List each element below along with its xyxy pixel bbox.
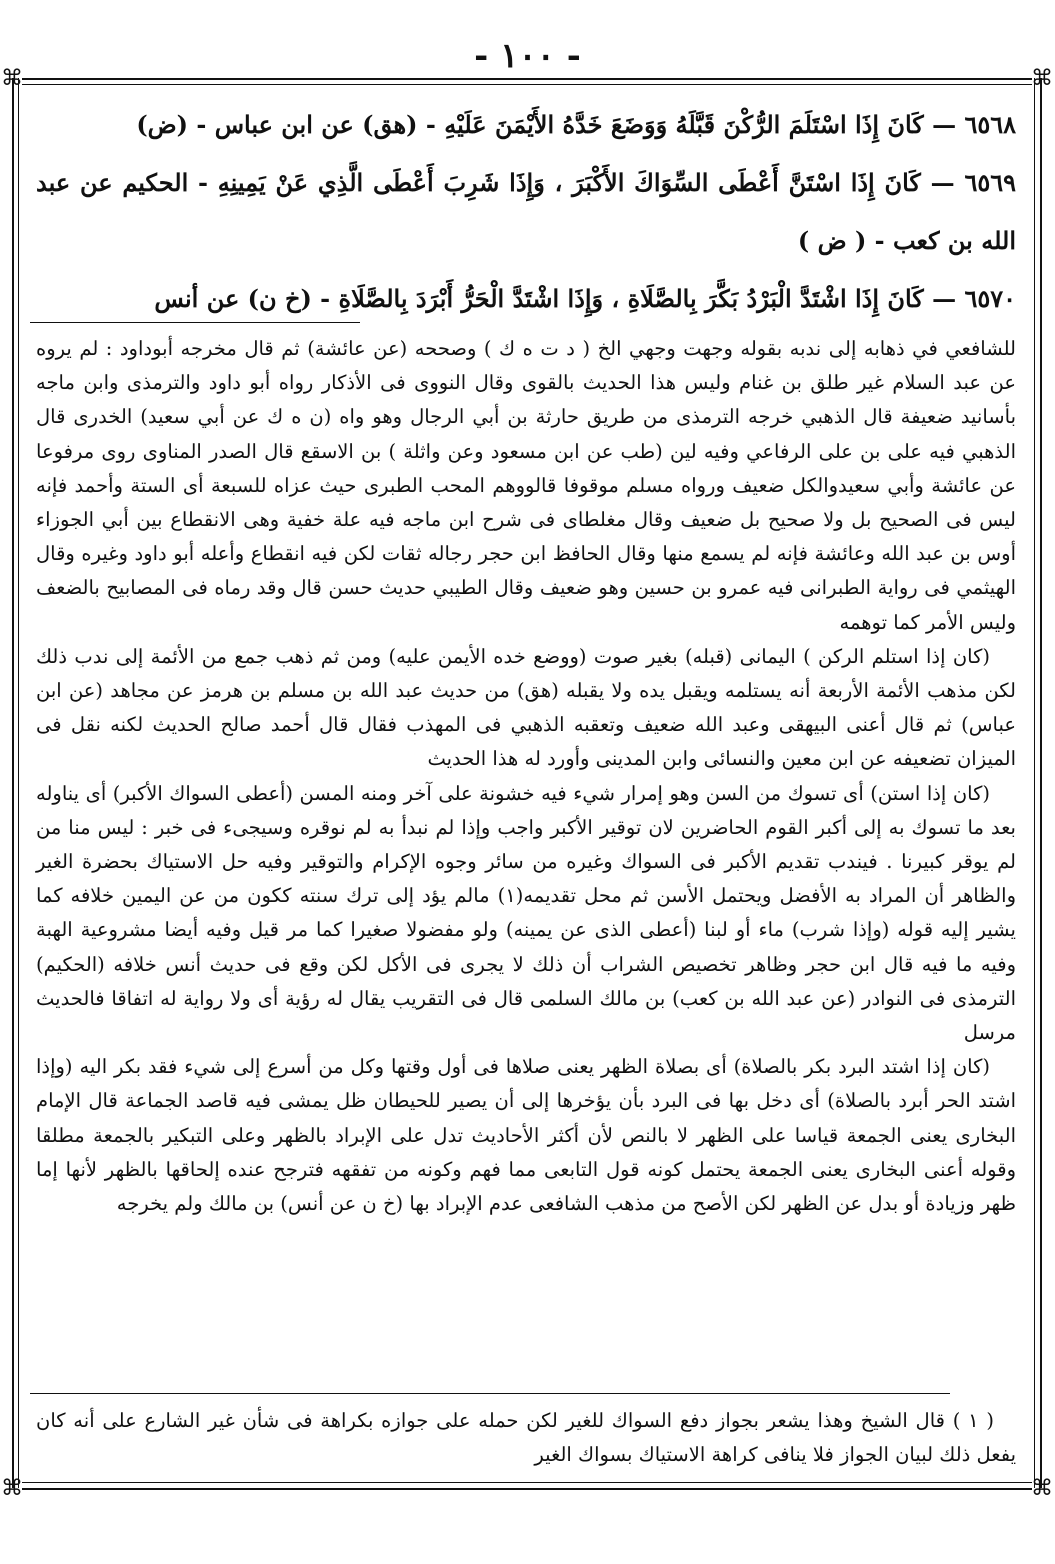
frame-top-line — [22, 78, 1032, 80]
commentary-paragraph: (كان إذا استلم الركن ) اليمانى (قبله) بغير صوت (ووضع خده الأيمن عليه) ومن ثم ذهب جمع من الأئمة إلى ندب ذلك لكن مذهب الأئمة الأربعة أنه يستلمه ويقبل يده ولا يقبله (هق) من حديث عبد الله بن مسلم بن هرمز عن مجاهد (عن ابن عباس) ثم قال أعنى البيهقى وعبد الله ضعيف وتعقبه الذهبي فى المهذب فقال قال أحمد صالح الحديث لكنه نقل فى الميزان تضعيفه عن ابن معين والنسائى وابن المدينى وأورد له هذا الحديث — [36, 644, 1016, 771]
hadith-block — [36, 96, 1016, 328]
page-number: - ١٠٠ - — [474, 36, 581, 76]
separator-line — [30, 322, 360, 323]
corner-ornament-icon: ⌘ — [1031, 1476, 1053, 1501]
footnote-separator — [30, 1393, 950, 1394]
commentary-block — [36, 332, 1016, 1221]
frame-right-line — [1040, 78, 1042, 1488]
hadith-6570: ٦٥٧٠ — كَانَ إِذَا اشْتَدَّ الْبَرْدُ بَكَّرَ بِالصَّلَاةِ ، وَإِذَا اشْتَدَّ الْحَرُّ أَبْرَدَ بِالصَّلَاةِ - (خ ن) عن أنس — [154, 284, 1016, 313]
frame-left-line — [12, 78, 14, 1488]
hadith-6569: ٦٥٦٩ — كَانَ إِذَا اسْتَنَّ أَعْطَى السِّوَاكَ الأَكْبَرَ ، وَإِذَا شَرِبَ أَعْطَى الَّذِي عَنْ يَمِينِهِ - الحكيم عن عبد الله بن كعب - ( ض ) — [36, 168, 1016, 255]
hadith-6568: ٦٥٦٨ — كَانَ إِذَا اسْتَلَمَ الرُّكْنَ قَبَّلَهُ وَوَضَعَ خَدَّهُ الأَيْمَنَ عَلَيْهِ - (هق) عن ابن عباس - (ض) — [136, 110, 1016, 139]
commentary-paragraph: للشافعي في ذهابه إلى ندبه بقوله وجهت وجهي الخ ( د ت ه ك ) وصححه (عن عائشة) ثم قال مخرجه أبوداود : لم يروه عن عبد السلام غير طلق بن غنام وليس هذا الحديث بالقوى وقال النووى فى الأذكار رواه أبو داود والترمذى وابن ماجه بأسانيد ضعيفة قال الذهبي خرجه الترمذى من طريق حارثة بن أبي الرجال وهو واه (ن ه ك عن أبي سعيد) الخدرى قال الذهبي فيه على بن على الرفاعي وفيه لين (طب عن ابن مسعود وعن واثلة ) بن الاسقع قال الصدر المناوى روى مرفوعا عن عائشة وأبي سعيدوالكل ضعيف ورواه مسلم موقوفا قالووهم المحب الطبرى حيث عزاه للسبعة أى الستة وأحمد فإنه ليس فى الصحيح بل ولا صحيح بل ضعيف وقال مغلطاى فى شرح ابن ماجه فيه علة خفية وهى الانقطاع بين أبي الجوزاء أوس بن عبد الله وعائشة فإنه لم يسمع منها وقال الحافظ ابن حجر رجاله ثقات لكن فيه انقطاع وأعله أبو داود وغيره وقال الهيثمي فى رواية الطبرانى فيه عمرو بن حسين وهو ضعيف وقال الطيبي حديث حسن قال وقد رماه فى المصابيح بالضعف وليس الأمر كما توهمه — [36, 337, 1016, 634]
frame-bottom-line — [22, 1488, 1032, 1490]
frame-top-line-inner — [22, 84, 1032, 85]
footnote-text: ( ١ ) قال الشيخ وهذا يشعر بجواز دفع السواك للغير لكن حمله على جوازه بكراهة فى شأن غير الشارع على أنه كان يفعل ذلك لبيان الجواز فلا ينافى كراهة الاستياك بسواك الغير — [36, 1409, 1016, 1466]
frame-left-line-inner — [18, 78, 19, 1488]
corner-ornament-icon: ⌘ — [1, 1476, 23, 1501]
commentary-paragraph: (كان إذا استن) أى تسوك من السن وهو إمرار شيء فيه خشونة على آخر ومنه المسن (أعطى السواك الأكبر) أى يناوله بعد ما تسوك به إلى أكبر القوم الحاضرين لان توقير الأكبر واجب وإذا لم نبدأ به لم نوقره وسيجىء فى خبر : ليس منا من لم يوقر كبيرنا . فيندب تقديم الأكبر فى السواك وغيره من سائر وجوه الإكرام والتوقير وفيه حل الاستياك بحضرة الغير والظاهر أن المراد به الأفضل ويحتمل الأسن ثم محل تقديمه(١) مالم يؤد إلى ترك سنته ككون من عن اليمين خلافه كما يشير إليه قوله (وإذا شرب) ماء أو لبنا (أعطى الذى عن يمينه) ولو مفضولا صغيرا كما مر قيل وفيه أيضا مشروعية الهبة وفيه ما فيه قال ابن حجر وظاهر تخصيص الشراب أن ذلك لا يجرى فى الأكل لكن وقع فى حديث أنس خلافه (الحكيم) الترمذى فى النوادر (عن عبد الله بن كعب) بن مالك السلمى قال فى التقريب يقال له رؤية أى ولا رواية له اتفاقا فالحديث مرسل — [36, 781, 1016, 1045]
corner-ornament-icon: ⌘ — [1031, 66, 1053, 91]
corner-ornament-icon: ⌘ — [1, 66, 23, 91]
frame-bottom-line-inner — [22, 1482, 1032, 1483]
commentary-paragraph: (كان إذا اشتد البرد بكر بالصلاة) أى بصلاة الظهر يعنى صلاها فى أول وقتها وكل من أسرع إلى شيء فقد بكر اليه (وإذا اشتد الحر أبرد بالصلاة) أى دخل بها فى البرد بأن يؤخرها إلى أن يصير للحيطان ظل يمشى فيه قاصد الجماعة قال الإمام البخارى يعنى الجمعة قياسا على الظهر لا بالنص لأن أكثر الأحاديث تدل على الإبراد بالظهر وعلى التبكير بالجمعة مطلقا وقوله أعنى البخارى يعنى الجمعة يحتمل كونه قول التابعى مما فهم وكونه من تفقهه فترجح عنده إلحاقها بالظهر لأنها إما ظهر وزيادة أو بدل عن الظهر لكن الأصح من مذهب الشافعى عدم الإبراد بها (خ ن عن أنس) بن مالك ولم يخرجه — [36, 1055, 1016, 1216]
footnote-block — [36, 1404, 1016, 1472]
frame-right-line-inner — [1034, 78, 1035, 1488]
